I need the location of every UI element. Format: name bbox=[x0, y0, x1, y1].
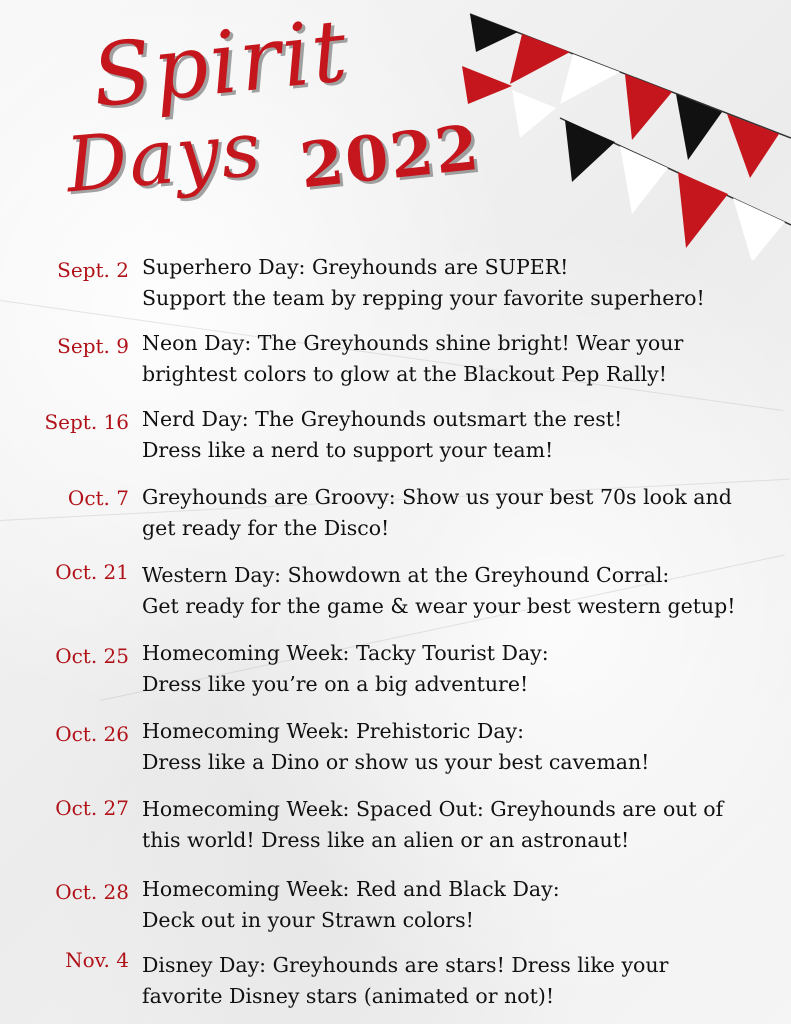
event-description-line1: Homecoming Week: Prehistoric Day: bbox=[142, 719, 525, 743]
event-description-line1: Nerd Day: The Greyhounds outsmart the rest! bbox=[142, 407, 623, 431]
event-description-line1: Neon Day: The Greyhounds shine bright! Wear your bbox=[142, 331, 684, 355]
event-description-line1: Disney Day: Greyhounds are stars! Dress like your bbox=[142, 953, 669, 977]
event-date: Sept. 9 bbox=[57, 334, 129, 358]
event-description bbox=[142, 874, 782, 936]
event-description-line2: Dress like a nerd to support your team! bbox=[142, 438, 554, 462]
pennant-white bbox=[560, 54, 620, 104]
event-description bbox=[142, 482, 782, 544]
title-spirit: Spirit bbox=[87, 0, 354, 128]
event-description bbox=[142, 716, 782, 778]
event-description-line1: Homecoming Week: Tacky Tourist Day: bbox=[142, 641, 549, 665]
event-description-line2: Dress like you’re on a big adventure! bbox=[142, 672, 529, 696]
pennant-black bbox=[470, 14, 518, 52]
event-description bbox=[142, 560, 782, 622]
event-description bbox=[142, 404, 782, 466]
pennant-red bbox=[678, 172, 728, 248]
event-date: Oct. 21 bbox=[55, 560, 129, 584]
event-description-line2: brightest colors to glow at the Blackout Pep Rally! bbox=[142, 362, 668, 386]
event-description-line2: Get ready for the game & wear your best western getup! bbox=[142, 594, 736, 618]
event-date: Nov. 4 bbox=[65, 948, 129, 972]
pennant-black bbox=[565, 120, 615, 182]
event-description bbox=[142, 252, 782, 314]
pennant-black bbox=[676, 94, 722, 160]
pennant-white bbox=[512, 90, 556, 138]
event-date: Oct. 26 bbox=[55, 722, 129, 746]
title-days: Days bbox=[62, 103, 266, 210]
event-date: Oct. 27 bbox=[55, 796, 129, 820]
event-date: Oct. 25 bbox=[55, 644, 129, 668]
event-description bbox=[142, 328, 782, 390]
event-description bbox=[142, 950, 782, 1012]
event-description bbox=[142, 638, 782, 700]
pennant-red bbox=[462, 66, 512, 104]
pennant-white bbox=[733, 198, 785, 260]
event-description-line1: Greyhounds are Groovy: Show us your best 70s look and bbox=[142, 485, 732, 509]
event-date: Sept. 2 bbox=[57, 258, 129, 282]
event-description-line2: favorite Disney stars (animated or not)! bbox=[142, 984, 555, 1008]
event-description-line1: Homecoming Week: Spaced Out: Greyhounds are out of bbox=[142, 797, 724, 821]
event-description-line2: Deck out in your Strawn colors! bbox=[142, 908, 474, 932]
event-description-line1: Superhero Day: Greyhounds are SUPER! bbox=[142, 255, 569, 279]
event-date: Oct. 7 bbox=[67, 486, 129, 510]
event-date: Sept. 16 bbox=[44, 410, 129, 434]
event-description bbox=[142, 794, 782, 856]
event-description-line1: Homecoming Week: Red and Black Day: bbox=[142, 877, 560, 901]
event-description-line2: this world! Dress like an alien or an astronaut! bbox=[142, 828, 630, 852]
event-description-line1: Western Day: Showdown at the Greyhound Corral: bbox=[142, 563, 670, 587]
event-date: Oct. 28 bbox=[55, 880, 129, 904]
pennant-red bbox=[625, 74, 672, 140]
event-description-line2: Dress like a Dino or show us your best caveman! bbox=[142, 750, 650, 774]
pennant-red bbox=[510, 34, 570, 84]
event-description-line2: Support the team by repping your favorite superhero! bbox=[142, 286, 705, 310]
title-year: 2022 bbox=[296, 110, 484, 203]
event-description-line2: get ready for the Disco! bbox=[142, 516, 390, 540]
